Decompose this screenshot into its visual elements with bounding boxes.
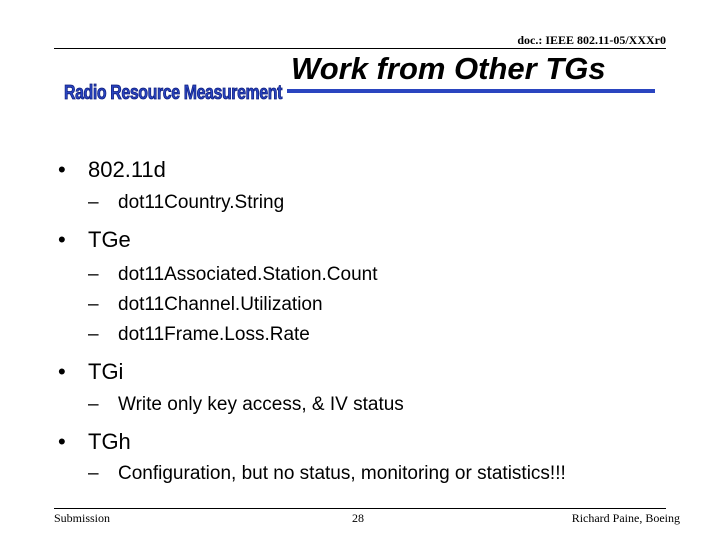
sub-bullet-text: Write only key access, & IV status: [118, 394, 404, 415]
bullet-tge: [58, 226, 658, 254]
bullet-text: TGi: [88, 359, 124, 384]
slide-title: Work from Other TGs: [291, 51, 606, 86]
sub-bullet-text: dot11Frame.Loss.Rate: [118, 324, 310, 345]
header-divider: [54, 48, 666, 49]
dash-marker: –: [88, 463, 99, 484]
sub-bullet: [58, 390, 658, 420]
bullet-tgi: [58, 358, 658, 386]
bullet-marker: •: [58, 227, 66, 252]
bullet-text: TGe: [88, 227, 131, 252]
dash-marker: –: [88, 324, 99, 345]
dash-marker: –: [88, 294, 99, 315]
sub-bullet-text: Configuration, but no status, monitoring or statistics!!!: [118, 463, 566, 484]
svg-text:Radio Resource Measurement: Radio Resource Measurement: [64, 82, 283, 104]
dash-marker: –: [88, 264, 99, 285]
sub-bullet: [58, 320, 658, 350]
footer-divider: [54, 508, 666, 509]
dash-marker: –: [88, 394, 99, 415]
sub-bullet: [58, 260, 658, 290]
sub-bullet: [58, 462, 588, 486]
sub-bullet-text: dot11Country.String: [118, 192, 285, 213]
slide-content: [58, 156, 658, 486]
footer-author: Richard Paine, Boeing: [571, 511, 680, 525]
footer-page-number: 28: [352, 511, 364, 525]
bullet-text: TGh: [88, 429, 131, 454]
footer-submission: Submission: [54, 511, 111, 525]
bullet-marker: •: [58, 429, 66, 454]
bullet-marker: •: [58, 359, 66, 384]
sub-bullet: [58, 290, 658, 320]
sub-bullet-text: dot11Associated.Station.Count: [118, 264, 378, 285]
radio-resource-measurement-logo: [64, 78, 284, 106]
bullet-802-11d: [58, 156, 658, 184]
sub-bullet: [58, 188, 658, 218]
title-underline: [287, 89, 655, 93]
sub-bullet-text: dot11Channel.Utilization: [118, 294, 323, 315]
bullet-text: 802.11d: [88, 157, 166, 182]
document-id: doc.: IEEE 802.11-05/XXXr0: [517, 33, 666, 47]
bullet-tgh: [58, 428, 658, 456]
dash-marker: –: [88, 192, 99, 213]
bullet-marker: •: [58, 157, 66, 182]
